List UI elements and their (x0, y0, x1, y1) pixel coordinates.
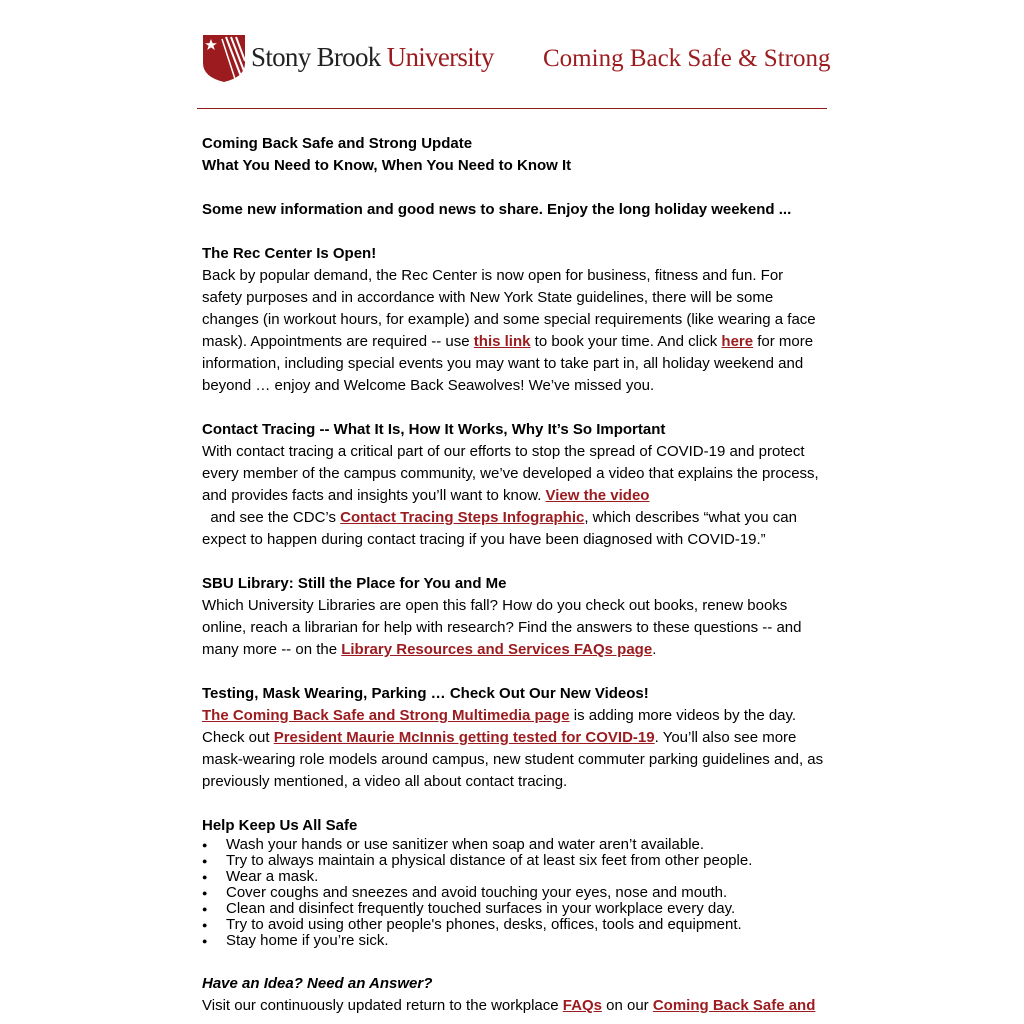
university-wordmark (251, 42, 494, 73)
university-shield-logo-icon (202, 33, 246, 83)
update-title: Coming Back Safe and Strong Update (202, 135, 473, 152)
coming-back-site-link[interactable]: Coming Back Safe and (652, 997, 816, 1014)
view-video-link[interactable]: View the video (545, 487, 650, 504)
list-item: ● Wear a mask. (226, 869, 827, 885)
library-faq-link[interactable]: Library Resources and Services FAQs page (341, 641, 653, 658)
brand-university: University (386, 42, 494, 72)
multimedia-page-link[interactable]: The Coming Back Safe and Strong Multimedia page (202, 707, 570, 724)
tracing-heading: Contact Tracing -- What It Is, How It Works, Why It’s So Important (202, 421, 666, 438)
list-item: ● Try to always maintain a physical distance of at least six feet from other people. (226, 853, 827, 869)
list-item: ● Clean and disinfect frequently touched surfaces in your workplace every day. (226, 901, 827, 917)
videos-heading: Testing, Mask Wearing, Parking … Check Out Our New Videos! (202, 685, 649, 702)
faqs-link[interactable]: FAQs (562, 997, 602, 1014)
rec-paragraph: Back by popular demand, the Rec Center is now open for business, fitness and fun. For safety purposes and in accordance with New York State guidelines, there will be some changes (in workout hours, for example) and some special requirements (like wearing a face mask). Appointments are required -- use this link to book your time. And click here for more information, including special events you may want to take part in, all holiday weekend and beyond … enjoy and Welcome Back Seawolves! We’ve missed you. (202, 267, 816, 394)
email-page (197, 0, 831, 1014)
list-item: ● Stay home if you’re sick. (226, 933, 827, 949)
idea-heading: Have an Idea? Need an Answer? (202, 975, 433, 992)
campaign-tagline: Coming Back Safe & Strong (543, 45, 831, 72)
infographic-link[interactable]: Contact Tracing Steps Infographic (340, 509, 585, 526)
rec-booking-link[interactable]: this link (473, 333, 531, 350)
idea-paragraph: Visit our continuously updated return to the workplace FAQs on our Coming Back Safe and (202, 997, 816, 1014)
list-item: ● Try to avoid using other people's phones, desks, offices, tools and equipment. (226, 917, 827, 933)
email-header (197, 0, 831, 109)
list-item: ● Wash your hands or use sanitizer when soap and water aren’t available. (226, 837, 827, 853)
update-subtitle: What You Need to Know, When You Need to Know It (202, 157, 572, 174)
library-paragraph: Which University Libraries are open this fall? How do you check out books, renew books online, reach a librarian for help with research? Find the answers to these questions -- and many more -- on the Library Resources and Services FAQs page. (202, 597, 802, 658)
email-body (202, 133, 827, 1017)
rec-heading: The Rec Center Is Open! (202, 245, 377, 262)
lead-text: Some new information and good news to share. Enjoy the long holiday weekend ... (202, 201, 792, 218)
president-testing-link[interactable]: President Maurie McInnis getting tested for COVID-19 (273, 729, 655, 746)
list-item: ● Cover coughs and sneezes and avoid touching your eyes, nose and mouth. (226, 885, 827, 901)
library-heading: SBU Library: Still the Place for You and Me (202, 575, 507, 592)
videos-paragraph: The Coming Back Safe and Strong Multimedia page is adding more videos by the day. Check out President Maurie McInnis getting tested for COVID-19. You’ll also see more mask-wearing role models around campus, new student commuter parking guidelines and, as previously mentioned, a video all about contact tracing. (202, 707, 824, 790)
safety-heading: Help Keep Us All Safe (202, 817, 358, 834)
tracing-paragraph: With contact tracing a critical part of our efforts to stop the spread of COVID-19 and protect every member of the campus community, we’ve developed a video that explains the process, and provides facts and insights you’ll want to know. View the video and see the CDC’s Contact Tracing Steps Infographic, which describes “what you can expect to happen during contact tracing if you have been diagnosed with COVID-19.” (202, 443, 819, 548)
brand-stony: Stony Brook (251, 42, 381, 72)
safety-tips-list (202, 837, 827, 949)
rec-info-link[interactable]: here (721, 333, 754, 350)
